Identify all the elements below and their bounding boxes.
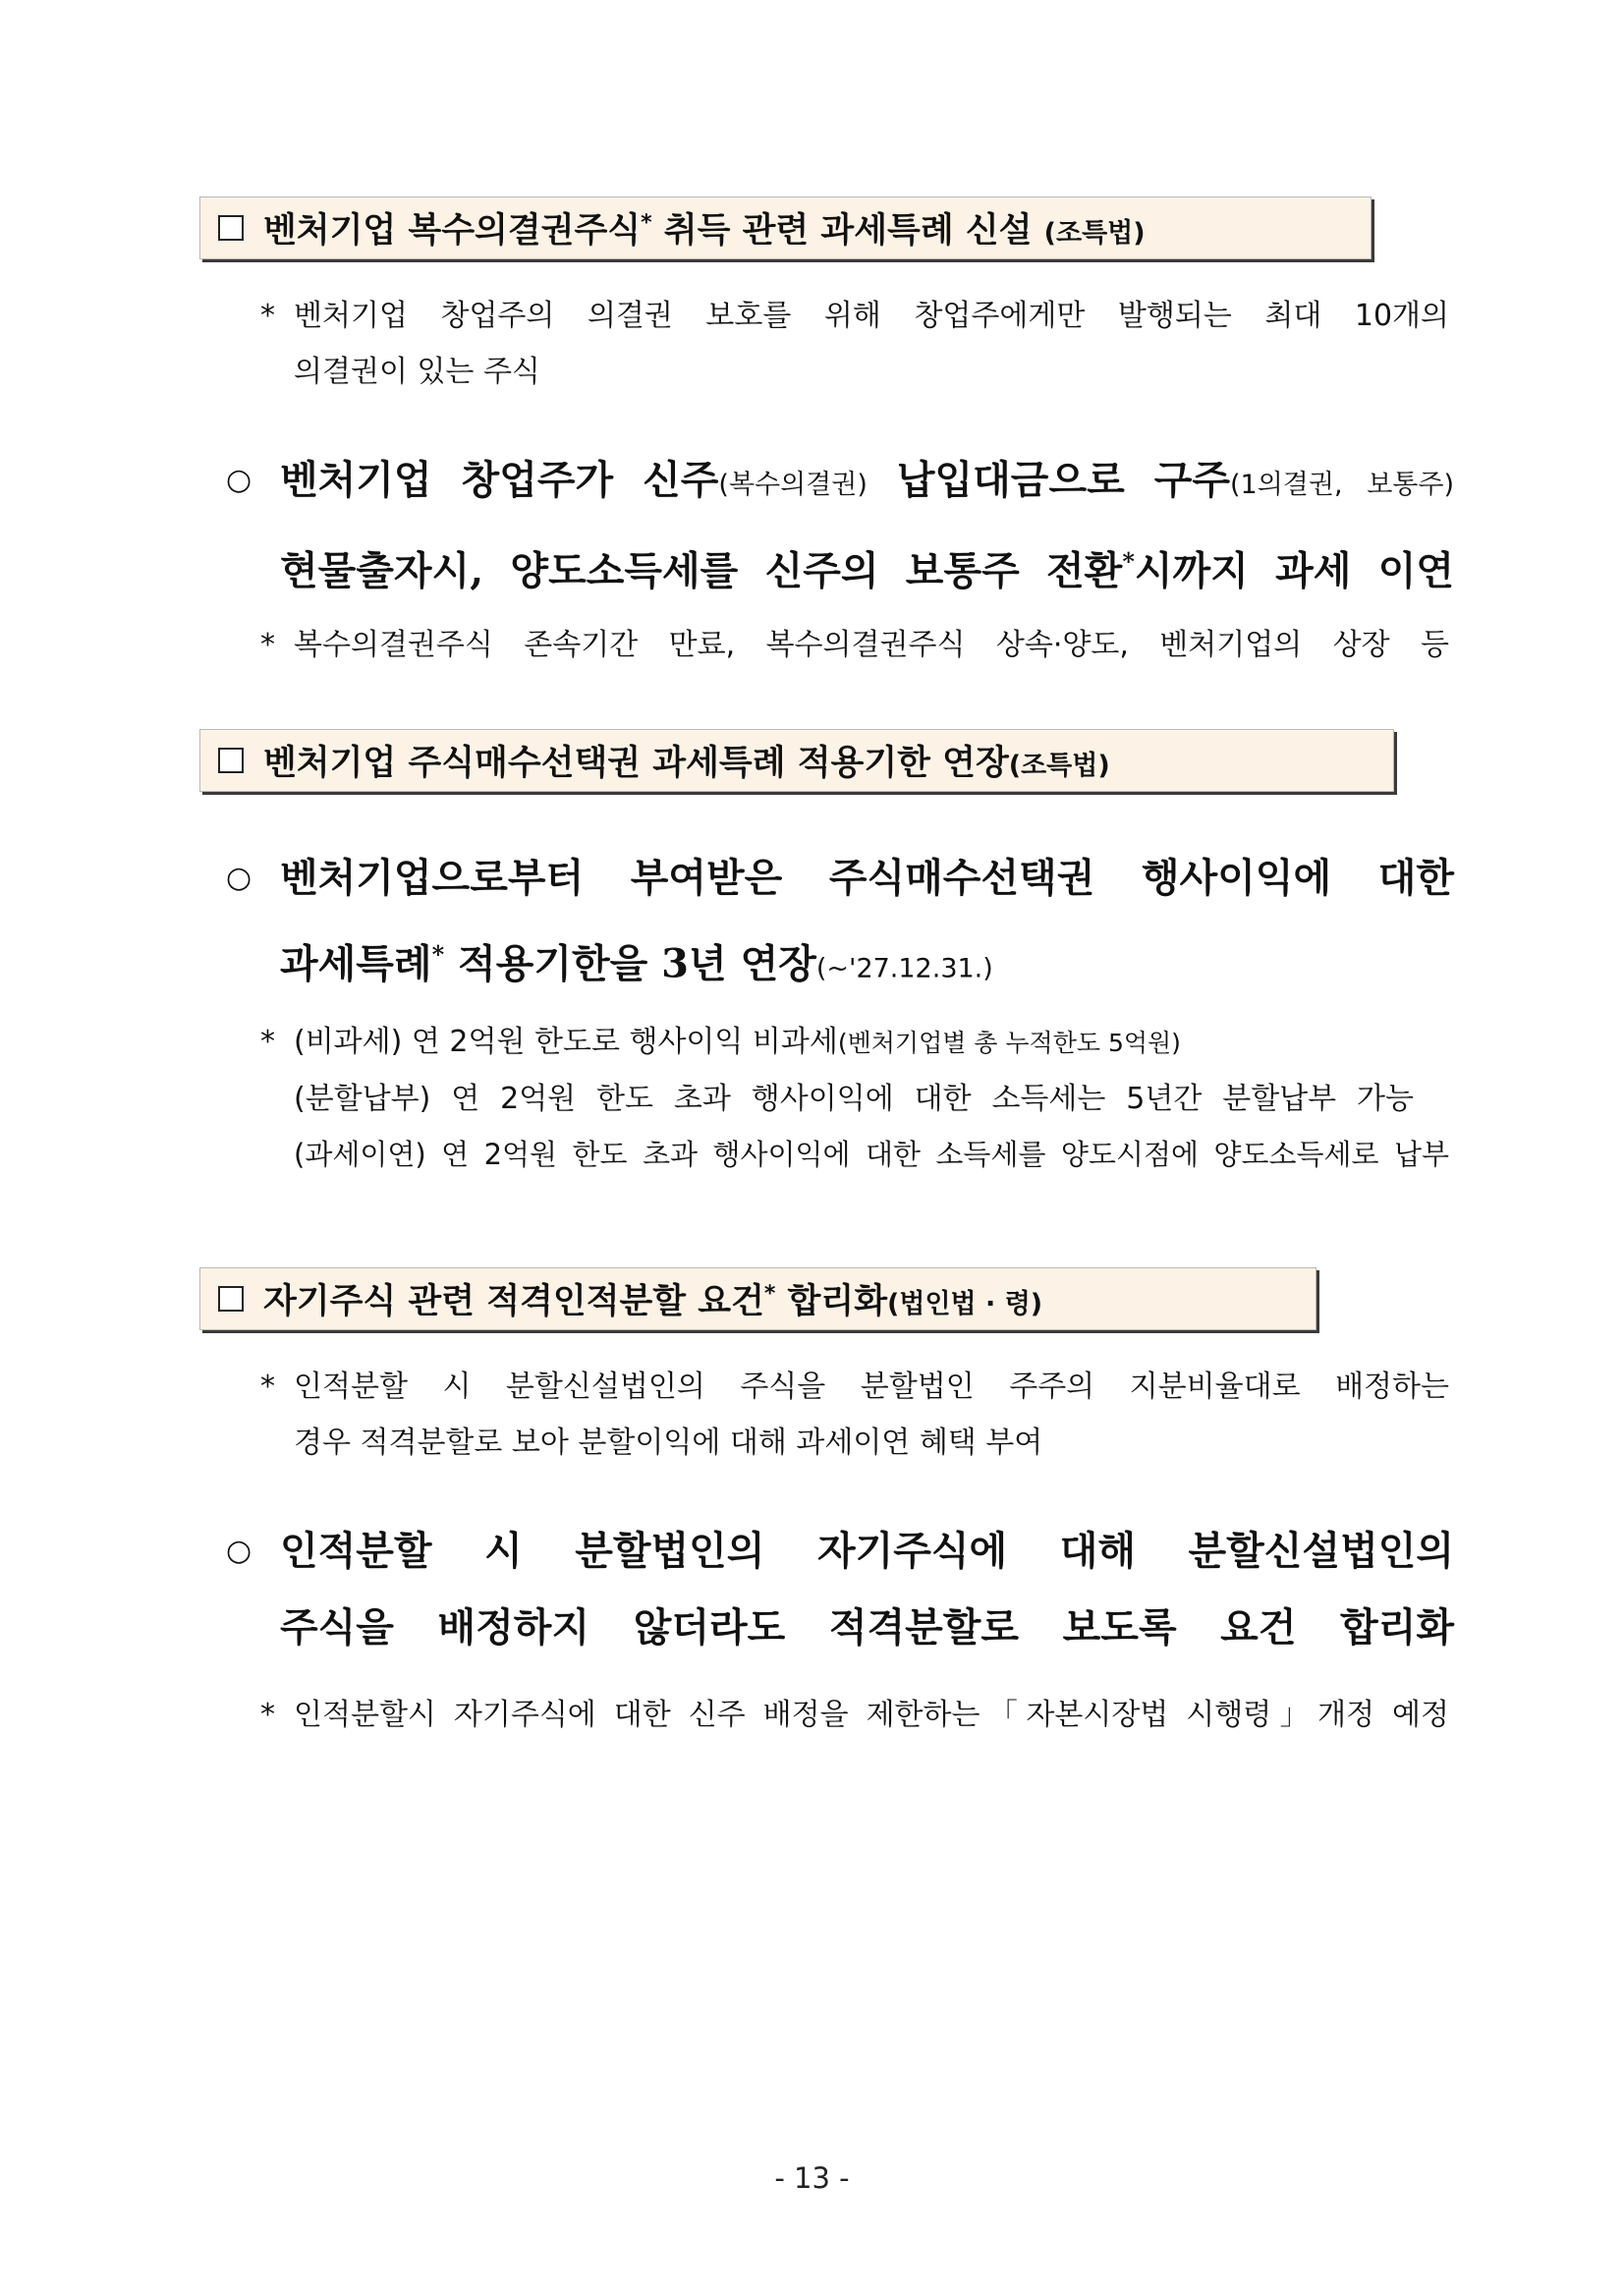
circle-bullet-icon: ○ [226, 1534, 252, 1568]
checkbox-square-icon [218, 1286, 244, 1312]
footnote-line: 의결권이 있는 주식 [294, 355, 540, 389]
section-3-footnote-2: * 인적분할시 자기주식에 대한 신주 배정을 제한하는「자본시장법 시행령」개정 예정 [260, 1687, 1449, 1743]
section-1-footnote-2: * 복수의결권주식 존속기간 만료, 복수의결권주식 상속·양도, 벤처기업의 상장 등 [260, 617, 1449, 673]
section-header-2 [199, 729, 1394, 792]
footnote-line: (비과세) 연 2억원 한도로 행사이익 비과세(벤처기업별 총 누적한도 5억원) [294, 1025, 1181, 1059]
footnote-line: (분할납부) 연 2억원 한도 초과 행사이익에 대한 소득세는 5년간 분할납부 가능 [294, 1082, 1414, 1116]
footnote-line: 인적분할시 자기주식에 대한 신주 배정을 제한하는「자본시장법 시행령」개정 예정 [294, 1698, 1449, 1732]
section-1-footnote: * 벤처기업 창업주의 의결권 보호를 위해 창업주에게만 발행되는 최대 10개의 의결권이 있는 주식 [260, 288, 1449, 400]
page-number: - 13 - [774, 2161, 850, 2195]
footnote-line: 벤처기업 창업주의 의결권 보호를 위해 창업주에게만 발행되는 최대 10개의 [294, 299, 1449, 333]
main-line: 벤처기업 창업주가 신주(복수의결권) 납입대금으로 구주(1의결권, 보통주) [280, 457, 1454, 503]
main-line: 인적분할 시 분할법인의 자기주식에 대해 분할신설법인의 [280, 1528, 1454, 1574]
section-title-2: 벤처기업 주식매수선택권 과세특례 적용기한 연장(조특법) [263, 744, 1110, 783]
footnote-line: (과세이연) 연 2억원 한도 초과 행사이익에 대한 소득세를 양도시점에 양도소득세로 납부 [294, 1138, 1449, 1171]
section-3-footnote: * 인적분할 시 분할신설법인의 주식을 분할법인 주주의 지분비율대로 배정하는 경우 적격분할로 보아 분할이익에 대해 과세이연 혜택 부여 [260, 1359, 1449, 1471]
main-line: 과세특례* 적용기한을 3년 연장(~'27.12.31.) [280, 940, 993, 987]
main-line: 벤처기업으로부터 부여받은 주식매수선택권 행사이익에 대한 [280, 855, 1454, 901]
main-line: 주식을 배정하지 않더라도 적격분할로 보도록 요건 합리화 [280, 1604, 1454, 1651]
footnote-line: 복수의결권주식 존속기간 만료, 복수의결권주식 상속·양도, 벤처기업의 상장 등 [294, 628, 1449, 662]
footnote-line: 인적분할 시 분할신설법인의 주식을 분할법인 주주의 지분비율대로 배정하는 [294, 1370, 1449, 1404]
main-line: 현물출자시, 양도소득세를 신주의 보통주 전환*시까지 과세 이연 [280, 547, 1454, 594]
section-title-1: 벤처기업 복수의결권주식* 취득 관련 과세특례 신설 (조특법) [263, 210, 1146, 251]
section-3-main-point [226, 1513, 1454, 1666]
footnote-line: 경우 적격분할로 보아 분할이익에 대해 과세이연 혜택 부여 [294, 1426, 1043, 1460]
checkbox-square-icon [218, 748, 244, 773]
section-title-3: 자기주식 관련 적격인적분할 요건* 합리화(법인법 · 령) [263, 1281, 1043, 1321]
section-1-main-point [226, 442, 1454, 609]
section-header-1 [199, 196, 1372, 259]
section-2-footnote: * (비과세) 연 2억원 한도로 행사이익 비과세(벤처기업별 총 누적한도 5억원) (분할납부) 연 2억원 한도 초과 행사이익에 대한 소득세는 5년간 분할납부 가능 (과세이연) 연 2억원 한도 초과 행사이익에 대한 소득세를 양도시점에 양도소득세로 납부 [260, 1014, 1449, 1183]
checkbox-square-icon [218, 215, 244, 241]
section-2-main-point [226, 840, 1454, 1007]
section-header-3 [199, 1267, 1316, 1330]
circle-bullet-icon: ○ [226, 463, 252, 497]
circle-bullet-icon: ○ [226, 861, 252, 895]
